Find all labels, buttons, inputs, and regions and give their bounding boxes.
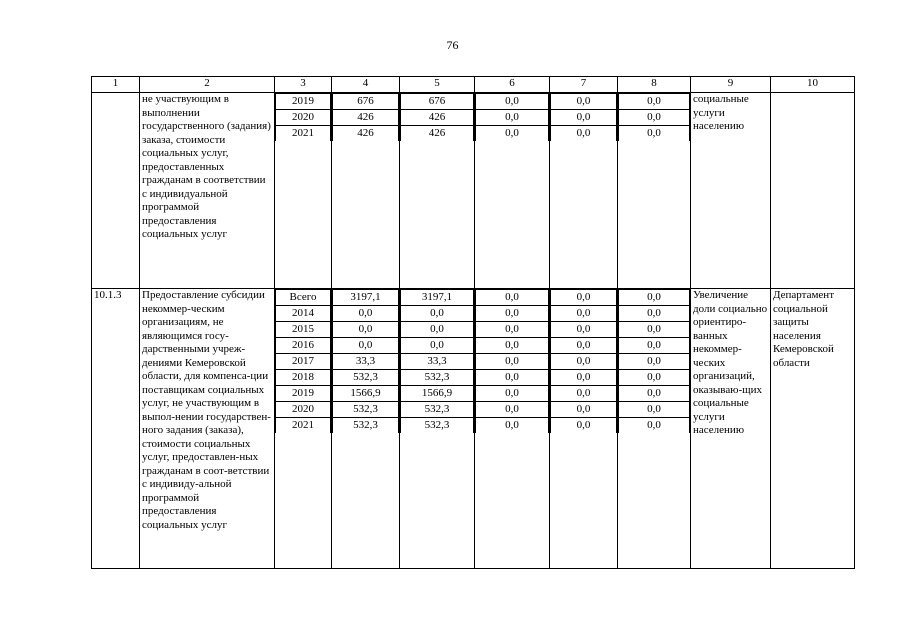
page-number: 76 <box>446 38 459 52</box>
value-cell: 0,0 <box>401 338 474 354</box>
value-cell: 0,0 <box>401 322 474 338</box>
value-cell: 3197,1 <box>333 290 399 306</box>
value-cell: 0,0 <box>619 306 690 322</box>
executor: Департамент социальной защиты населения Кемеровской области <box>771 289 855 569</box>
value-cell: 0,0 <box>551 306 617 322</box>
value-cell: 0,0 <box>476 94 549 110</box>
value-cell: 0,0 <box>551 110 617 126</box>
value-cell: 532,3 <box>401 402 474 418</box>
value-cell: 0,0 <box>619 418 690 434</box>
header-cell: 10 <box>771 77 855 93</box>
year-cell: 2019 <box>276 386 331 402</box>
header-cell: 1 <box>92 77 140 93</box>
header-cell: 2 <box>140 77 275 93</box>
value-cell: 0,0 <box>551 94 617 110</box>
value-column-5 <box>400 93 475 289</box>
value-cell: 3197,1 <box>401 290 474 306</box>
year-column <box>275 289 332 569</box>
header-cell: 7 <box>550 77 618 93</box>
value-cell: 0,0 <box>551 338 617 354</box>
value-cell: 0,0 <box>476 306 549 322</box>
value-cell: 0,0 <box>476 418 549 434</box>
year-cell: 2014 <box>276 306 331 322</box>
value-cell: 0,0 <box>476 110 549 126</box>
header-cell: 3 <box>275 77 332 93</box>
value-column-5 <box>400 289 475 569</box>
value-cell: 33,3 <box>333 354 399 370</box>
value-cell: 426 <box>333 110 399 126</box>
value-cell: 426 <box>333 126 399 142</box>
value-column-8 <box>618 93 691 289</box>
value-cell: 0,0 <box>619 370 690 386</box>
value-cell: 0,0 <box>619 402 690 418</box>
value-cell: 532,3 <box>401 370 474 386</box>
value-cell: 0,0 <box>551 126 617 142</box>
value-cell: 33,3 <box>401 354 474 370</box>
year-cell: 2016 <box>276 338 331 354</box>
value-cell: 0,0 <box>551 290 617 306</box>
value-cell: 532,3 <box>333 370 399 386</box>
value-cell: 0,0 <box>619 354 690 370</box>
value-cell: 0,0 <box>476 322 549 338</box>
year-cell: 2021 <box>276 418 331 434</box>
value-column-8 <box>618 289 691 569</box>
expected-result: Увеличение доли социально ориентиро-ванных некоммер-ческих организаций, оказываю-щих социальные услуги населению <box>691 289 771 569</box>
year-column <box>275 93 332 289</box>
value-cell: 0,0 <box>619 322 690 338</box>
year-cell: 2021 <box>276 126 331 142</box>
measure-name: не участвующим в выполнении государственного (задания) заказа, стоимости социальных услуг, предоставленных гражданам в соответствии с индивидуальной программой предоставления социальных услуг <box>140 93 275 289</box>
value-cell: 0,0 <box>551 386 617 402</box>
year-cell: 2019 <box>276 94 331 110</box>
header-cell: 6 <box>475 77 550 93</box>
value-cell: 1566,9 <box>401 386 474 402</box>
value-cell: 0,0 <box>476 370 549 386</box>
year-cell: 2015 <box>276 322 331 338</box>
value-cell: 0,0 <box>476 402 549 418</box>
value-column-4 <box>332 93 400 289</box>
year-cell: 2018 <box>276 370 331 386</box>
value-cell: 426 <box>401 126 474 142</box>
executor <box>771 93 855 289</box>
value-cell: 0,0 <box>619 290 690 306</box>
header-cell: 8 <box>618 77 691 93</box>
value-cell: 532,3 <box>333 402 399 418</box>
value-cell: 0,0 <box>333 306 399 322</box>
year-cell: 2017 <box>276 354 331 370</box>
header-row <box>92 77 855 93</box>
value-cell: 676 <box>401 94 474 110</box>
measure-code: 10.1.3 <box>92 289 140 569</box>
program-table <box>91 76 855 569</box>
value-column-6 <box>475 289 550 569</box>
value-cell: 0,0 <box>619 94 690 110</box>
value-cell: 0,0 <box>476 354 549 370</box>
measure-code <box>92 93 140 289</box>
header-cell: 9 <box>691 77 771 93</box>
value-cell: 676 <box>333 94 399 110</box>
value-cell: 1566,9 <box>333 386 399 402</box>
value-cell: 0,0 <box>401 306 474 322</box>
value-cell: 532,3 <box>333 418 399 434</box>
value-cell: 426 <box>401 110 474 126</box>
value-cell: 0,0 <box>619 126 690 142</box>
year-cell: Всего <box>276 290 331 306</box>
header-cell: 5 <box>400 77 475 93</box>
measure-name: Предоставление субсидии некоммер-ческим организациям, не являющимся госу-дарственными учреж-дениями Кемеровской области, для компенса-ции поставщикам социальных услуг, не участвующим в выпол-нении государствен-ного задания (заказа), стоимости социальных услуг, предоставлен-ных гражданам в соот-ветствии с индивиду-альной программой предоставления социальных услуг <box>140 289 275 569</box>
value-cell: 0,0 <box>551 354 617 370</box>
value-cell: 0,0 <box>551 402 617 418</box>
value-cell: 0,0 <box>619 386 690 402</box>
year-cell: 2020 <box>276 110 331 126</box>
value-cell: 0,0 <box>476 126 549 142</box>
table-row <box>92 289 855 569</box>
value-cell: 0,0 <box>619 110 690 126</box>
value-cell: 0,0 <box>551 322 617 338</box>
value-cell: 0,0 <box>551 370 617 386</box>
value-cell: 0,0 <box>476 386 549 402</box>
value-cell: 0,0 <box>619 338 690 354</box>
value-cell: 532,3 <box>401 418 474 434</box>
header-cell: 4 <box>332 77 400 93</box>
value-cell: 0,0 <box>476 290 549 306</box>
value-column-6 <box>475 93 550 289</box>
value-cell: 0,0 <box>551 418 617 434</box>
table-row <box>92 93 855 289</box>
value-column-7 <box>550 289 618 569</box>
value-cell: 0,0 <box>476 338 549 354</box>
value-column-4 <box>332 289 400 569</box>
value-cell: 0,0 <box>333 322 399 338</box>
value-column-7 <box>550 93 618 289</box>
year-cell: 2020 <box>276 402 331 418</box>
expected-result: социальные услуги населению <box>691 93 771 289</box>
value-cell: 0,0 <box>333 338 399 354</box>
